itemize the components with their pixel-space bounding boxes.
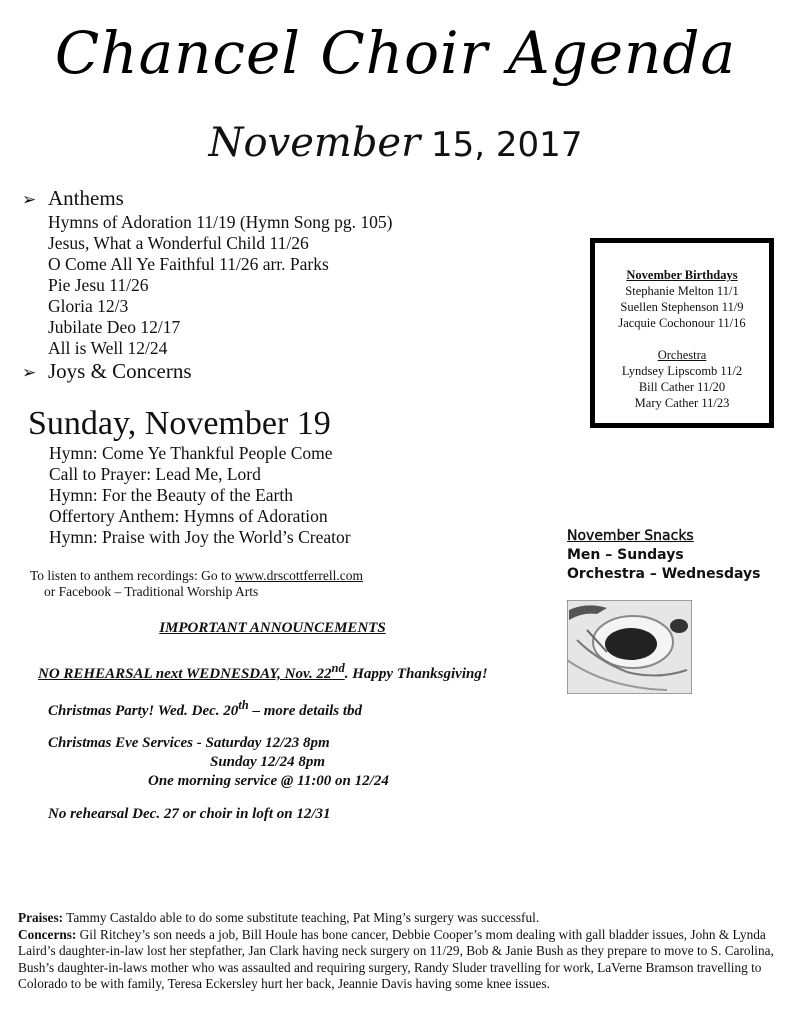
snacks-heading: November Snacks [567, 528, 694, 544]
worship-item: Hymn: For the Beauty of the Earth [49, 485, 293, 505]
joys-concerns-heading: ➢ Joys & Concerns [22, 359, 192, 383]
anthem-item: Hymns of Adoration 11/19 (Hymn Song pg. 105) [48, 212, 393, 232]
anthem-item: Jubilate Deo 12/17 [48, 317, 181, 337]
birthday-item: Jacquie Cochonour 11/16 [618, 316, 746, 330]
worship-item: Hymn: Come Ye Thankful People Come [49, 443, 333, 463]
orchestra-heading: Orchestra [657, 348, 707, 362]
birthday-item: Mary Cather 11/23 [634, 396, 730, 410]
birthday-item: Bill Cather 11/20 [638, 380, 726, 394]
birthday-item: Suellen Stephenson 11/9 [620, 300, 744, 314]
sunday-order-of-worship [0, 443, 351, 548]
coffee-cup-image [567, 600, 692, 694]
concerns-label: Concerns: [18, 926, 77, 942]
anthem-item: Jesus, What a Wonderful Child 11/26 [48, 233, 309, 253]
birthday-item: Lyndsey Lipscomb 11/2 [621, 364, 743, 378]
anthem-item: Pie Jesu 11/26 [48, 275, 149, 295]
announcement-christmas-eve: Christmas Eve Services - Saturday 12/23 8pm Sunday 12/24 8pm One morning service @ 11:00 on 12/24 [48, 735, 389, 789]
snacks-section [567, 527, 760, 584]
anthem-item: Gloria 12/3 [48, 296, 129, 316]
birthday-item: Stephanie Melton 11/1 [625, 284, 739, 298]
announcement-no-rehearsal: NO REHEARSAL next WEDNESDAY, Nov. 22nd. Happy Thanksgiving! [38, 661, 488, 682]
announcements-title: IMPORTANT ANNOUNCEMENTS [159, 620, 386, 636]
praises-concerns [18, 910, 778, 993]
listen-info: To listen to anthem recordings: Go to www.drscottferrell.com or Facebook – Traditional Worship Arts [30, 568, 363, 599]
anthem-item: O Come All Ye Faithful 11/26 arr. Parks [48, 254, 329, 274]
snacks-men: Men – Sundays [567, 547, 684, 563]
praises-text: Tammy Castaldo able to do some substitute teaching, Pat Ming’s surgery was successful. [63, 910, 540, 925]
birthdays-heading: November Birthdays [626, 268, 738, 282]
sunday-title: Sunday, November 19 [28, 405, 331, 442]
praises-label: Praises: [18, 910, 64, 925]
page-title: Chancel Choir Agenda [54, 19, 737, 87]
birthdays-box [590, 238, 774, 428]
website-link[interactable]: www.drscottferrell.com [234, 568, 363, 583]
snacks-orchestra: Orchestra – Wednesdays [567, 566, 761, 582]
announcement-christmas-party: Christmas Party! Wed. Dec. 20th – more details tbd [48, 698, 363, 719]
announcement-no-rehearsal-dec: No rehearsal Dec. 27 or choir in loft on 12/31 [48, 806, 331, 822]
date-month: November [208, 120, 421, 166]
concerns-text: Gil Ritchey’s son needs a job, Bill Houle has bone cancer, Debbie Cooper’s mom dealing with gall bladder issues, John & Lynda Laird’s daughter-in-law lost her stepfather, Jan Clark having neck surgery on 11/29, Bob & Janie Bush as they prepare to move to S. Carolina, Bush’s daughter-in-laws mother who was assaulted and requiring surgery, Randy Sluder travelling for work, LaVerne Bramson travelling to Colorado to be with family, Teresa Eckersley hurt her back, Jeannie Davis having some knee issues. [18, 926, 774, 991]
worship-item: Offertory Anthem: Hymns of Adoration [49, 506, 328, 526]
anthems-heading: ➢ Anthems [22, 186, 124, 210]
coffee-cup-icon [567, 600, 692, 694]
worship-item: Call to Prayer: Lead Me, Lord [49, 464, 261, 484]
anthems-section [22, 186, 392, 385]
worship-item: Hymn: Praise with Joy the World’s Creator [49, 527, 351, 547]
anthem-item: All is Well 12/24 [48, 338, 168, 358]
agenda-date [0, 118, 791, 170]
arrow-bullet-icon: ➢ [22, 190, 37, 209]
date-day-year: 15, 2017 [420, 125, 583, 165]
arrow-bullet-icon: ➢ [22, 363, 37, 382]
